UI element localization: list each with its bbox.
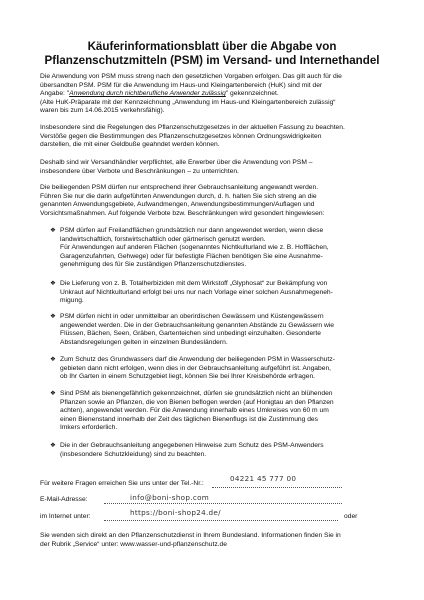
web-value[interactable]: https://boni-shop24.de/: [130, 508, 221, 517]
bullet-item: ❖ PSM dürfen nicht in oder unmittelbar an oberirdischen Gewässern und Küstengewässern angewendet werden. Die in der Gebrauchsanleitung genannten Abstände zu Gewässern wie Flüssen, Bächen, Seen, Gräben, Gartenteichen sind unbedingt einzuhalten. Gesonderte Abstandsregelungen gelten in einzelnen Bundesländern.: [50, 313, 334, 346]
bullet-item: ❖ Die in der Gebrauchsanleitung angegebenen Hinweise zum Schutz des PSM-Anwenders (insbesondere Schutzkleidung) sind zu beachten.: [50, 442, 324, 458]
email-value: info@boni-shop.com: [130, 493, 210, 502]
bullet-icon: ❖: [50, 313, 56, 320]
paragraph-line: genannten Anwendungsgebiete, Aufwandmengen, Anwendungsbestimmungen/Auflagen und: [40, 201, 315, 209]
bullet-icon: ❖: [50, 442, 56, 449]
bullet-item: ❖ Zum Schutz des Grundwassers darf die Anwendung der beiliegenden PSM in Wasserschutz- gebieten dann nicht erfolgen, wenn dies in der Gebrauchsanleitung aufgeführt ist. Angaben, ob Ihr Garten in einem Schutzgebiet liegt, können Sie bei Ihrer Kreisbehörde erfragen.: [50, 356, 335, 381]
paragraph-line: Führen Sie nur die darin aufgeführten Anwendungen durch, d. h. halten Sie sich streng an die: [40, 192, 317, 200]
bullet-item: ❖ Sind PSM als bienengefährlich gekennzeichnet, dürfen sie grundsätzlich nicht an blühenden Pflanzen sowie an Pflanzen, die von Bienen beflogen werden (auf Honigtau an den Pflanzen achten), angewendet werden. Für die Anwendung innerhalb eines Umkreises von 60 m um einen Bienenstand innerhalb der Zeit des täglichen Bienenflugs ist die Zustimmung des Imkers erforderlich.: [50, 390, 334, 432]
phone-label: Für weitere Fragen erreichen Sie uns unter der Tel.-Nr.:: [40, 480, 204, 487]
paragraph-line: darstellen, die mit einer Geldbuße geahndet werden können.: [40, 141, 220, 149]
paragraph-line: Verstöße gegen die Bestimmungen des Pflanzenschutzgesetzes können Ordnungswidrigkeiten: [40, 132, 322, 140]
obligation-paragraph: [40, 159, 392, 176]
paragraph-line: Vorsichtsmaßnahmen. Auf folgende Verbote bzw. Beschränkungen wird gesondert hingewiesen:: [40, 209, 325, 217]
paragraph-line: Die beiliegenden PSM dürfen nur entsprechend ihrer Gebrauchsanleitung angewandt werden.: [40, 184, 319, 191]
email-underline: [104, 503, 342, 504]
huk-label: Anwendung durch nichtberufliche Anwender zulässig: [69, 90, 226, 98]
phone-underline: [212, 487, 342, 488]
intro-line: waren bis zum 14.06.2015 verkehrsfähig).: [40, 107, 165, 115]
phone-value: 04221 45 777 00: [230, 474, 297, 483]
web-label: im Internet unter:: [40, 513, 91, 520]
intro-paragraph: [40, 73, 392, 116]
regulation-paragraph: [40, 124, 392, 150]
intro-line: (Alte HuK-Präparate mit der Kennzeichnung „Anwendung im Haus-und Kleingartenbereich zulässig“: [40, 98, 336, 106]
footer-line: der Rubrik „Service“ unter: www.wasser-und-pflanzenschutz.de: [40, 540, 227, 548]
intro-line: Die Anwendung von PSM muss streng nach den gesetzlichen Vorgaben erfolgen. Das gilt auch für die: [40, 73, 342, 80]
footer-line: Sie wenden sich direkt an den Pflanzenschutzdienst in Ihrem Bundesland. Informationen finden Sie in: [40, 532, 341, 539]
bullet-icon: ❖: [50, 356, 56, 363]
document-title: [40, 40, 384, 67]
oder-label: oder: [344, 513, 358, 520]
paragraph-line: Deshalb sind wir Versandhändler verpflichtet, alle Erwerber über die Anwendung von PSM –: [40, 159, 313, 166]
bullet-icon: ❖: [50, 227, 56, 234]
email-label: E-Mail-Adresse:: [40, 496, 88, 503]
bullet-icon: ❖: [50, 280, 56, 287]
title-line-2: Pflanzenschutzmitteln (PSM) im Versand- und Internethandel: [44, 53, 380, 67]
footer-paragraph: [40, 532, 392, 549]
paragraph-line: insbesondere über Verbote und Beschränkungen – zu unterrichten.: [40, 167, 239, 175]
bullet-item: ❖ PSM dürfen auf Freilandflächen grundsätzlich nur dann angewendet werden, wenn diese landwirtschaftlich, forstwirtschaftlich oder gärtnerisch genutzt werden. Für Anwendungen auf anderen Flächen (sogenanntes Nichtkulturland wie z. B. Hofflächen, Garagenzufahrten, Gehwege) oder für befestigte Flächen benötigen Sie eine Ausnahme- genehmigung des für Sie zuständigen Pflanzenschutzdienstes.: [50, 227, 329, 269]
web-underline: [104, 520, 338, 521]
usage-paragraph: [40, 184, 392, 218]
paragraph-line: Insbesondere sind die Regelungen des Pflanzenschutzgesetzes in der aktuellen Fassung zu beachten.: [40, 124, 345, 131]
title-line-1: Käuferinformationsblatt über die Abgabe von: [87, 40, 337, 53]
intro-line: Angabe: "Anwendung durch nichtberufliche Anwender zulässig" gekennzeichnet.: [40, 90, 279, 98]
intro-line: übersandten PSM. PSM für die Anwendung im Haus-und Kleingartenbereich (HuK) sind mit der: [40, 81, 323, 89]
bullet-item: ❖ Die Lieferung von z. B. Totalherbiziden mit dem Wirkstoff „Glyphosat“ zur Bekämpfung von Unkraut auf Nichtkulturland erfolgt bei uns nur nach Vorlage einer solchen Ausnahmegeneh- migung.: [50, 280, 333, 305]
bullet-icon: ❖: [50, 390, 56, 397]
